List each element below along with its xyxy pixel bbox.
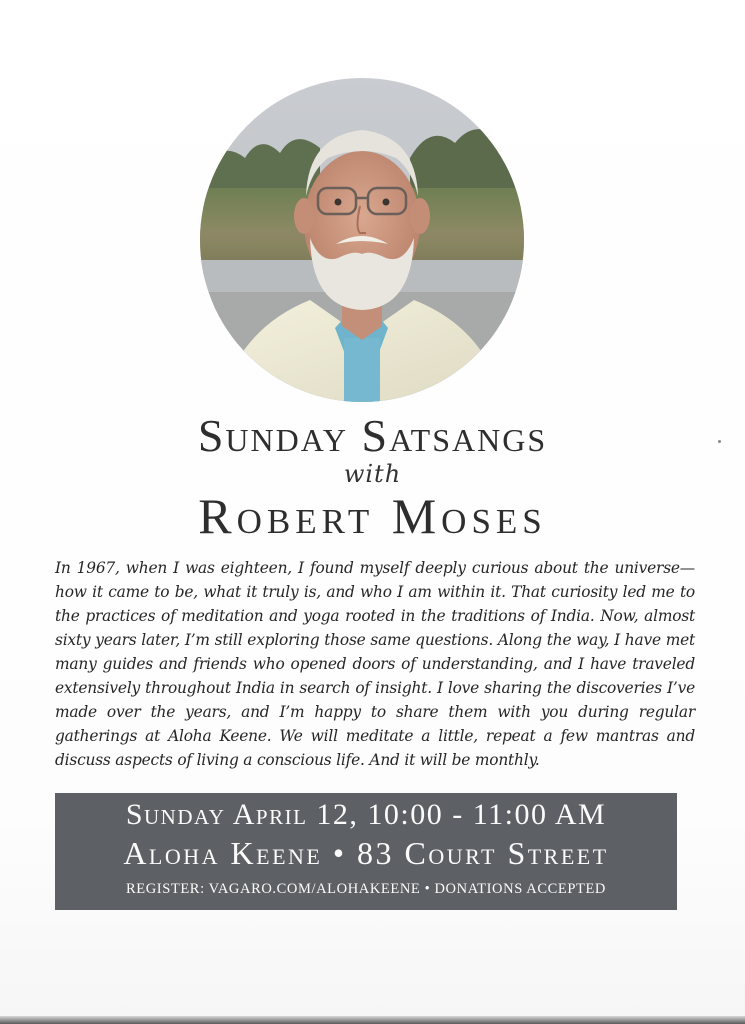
portrait-photo xyxy=(200,78,524,402)
event-banner xyxy=(55,793,677,910)
scan-speck xyxy=(718,440,721,443)
scan-edge xyxy=(0,1016,745,1024)
event-location: Aloha Keene • 83 Court Street xyxy=(123,835,609,871)
title-sunday-satsangs: Sunday Satsangs xyxy=(197,410,548,461)
event-date-time: Sunday April 12, 10:00 - 11:00 AM xyxy=(125,798,607,831)
registration-info: REGISTER: VAGARO.COM/ALOHAKEENE • DONATIONS ACCEPTED xyxy=(125,881,607,897)
title-robert-moses: Robert Moses xyxy=(198,488,547,544)
intro-paragraph: In 1967, when I was eighteen, I found myself deeply curious about the universe—how it came to be, what it truly is, and who I am within it. That curiosity led me to the practices of meditation and yoga rooted in the traditions of India. Now, almost sixty years later, I’m still exploring those same questions. Along the way, I have met many guides and friends who opened doors of understanding, and I have traveled extensively throughout India in search of insight. I love sharing the discoveries I’ve made over the years, and I’m happy to share them with you during regular gatherings at Aloha Keene. We will meditate a little, repeat a few mantras and discuss aspects of living a conscious life. And it will be monthly. xyxy=(55,559,695,769)
title-with: with xyxy=(343,460,402,488)
